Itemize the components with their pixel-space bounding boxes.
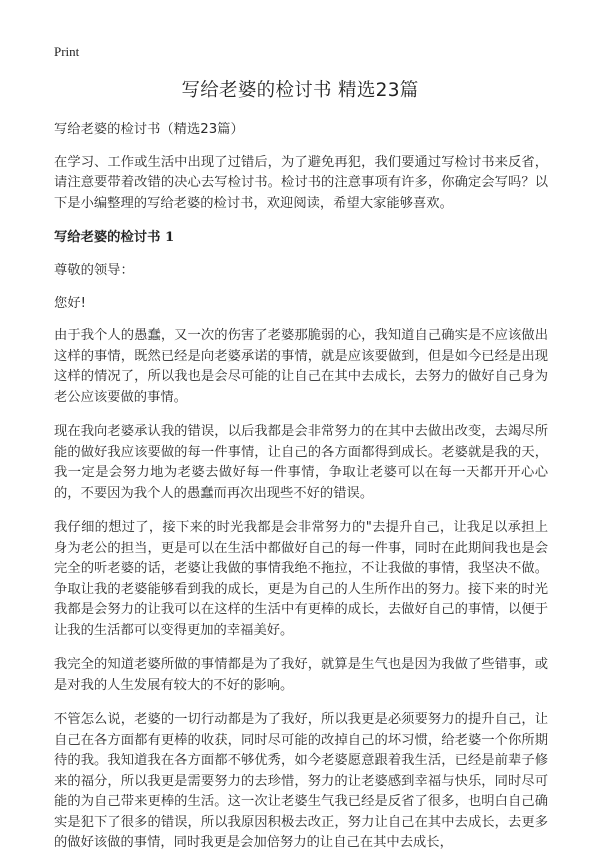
document-subtitle: 写给老婆的检讨书（精选23篇） <box>54 122 244 137</box>
body-paragraph-4: 我完全的知道老婆所做的事情都是为了我好，就算是生气也是因为我做了些错事，或是对我的人生发展有较大的不好的影响。 <box>54 657 548 693</box>
print-link[interactable]: Print <box>54 44 80 59</box>
body-paragraph-3: 我仔细的想过了，接下来的时光我都是会非常努力的"去提升自己，让我足以承担上身为老公的担当，更是可以在生活中都做好自己的每一件事，同时在此期间我也是会完全的听老婆的话，老婆让我做的事情我绝不拖拉，不让我做的事情，我坚决不做。争取让我的老婆能够看到我的成长，更是为自己的人生所作出的努力。接下来的时光我都是会努力的让我可以在这样的生活中有更棒的成长，去做好自己的事情，以便于让我的生活都可以变得更加的幸福美好。 <box>54 520 548 638</box>
body-paragraph-1: 由于我个人的愚蠢，又一次的伤害了老婆那脆弱的心，我知道自己确实是不应该做出这样的事情，既然已经是向老婆承诺的事情，就是应该要做到，但是如今已经是出现这样的情况了，所以我也是会尽可能的让自己在其中去成长，去努力的做好自己身为老公应该要做的事情。 <box>54 328 548 405</box>
section-heading: 写给老婆的检讨书 1 <box>54 230 175 245</box>
body-paragraph-2: 现在我向老婆承认我的错误，以后我都是会非常努力的在其中去做出改变，去竭尽所能的做好我应该要做的每一件事情，让自己的各方面都得到成长。老婆就是我的天，我一定是会努力地为老婆去做好每一件事情，争取让老婆可以在每一天都开开心心的，不要因为我个人的愚蠢而再次出现些不好的错误。 <box>54 424 548 501</box>
intro-paragraph: 在学习、工作或生活中出现了过错后，为了避免再犯，我们要通过写检讨书来反省，请注意要带着改错的决心去写检讨书。检讨书的注意事项有许多，你确定会写吗？以下是小编整理的写给老婆的检讨书，欢迎阅读，希望大家能够喜欢。 <box>54 154 548 211</box>
document-body <box>54 120 548 868</box>
body-paragraph-5: 不管怎么说，老婆的一切行动都是为了我好，所以我更是必须要努力的提升自己，让自己在各方面都有更棒的收获，同时尽可能的改掉自己的坏习惯，给老婆一个你所期待的我。我知道我在各方面都不够优秀，如今老婆愿意跟着我生活，已经是前辈子修来的福分，所以我更是需要努力的去珍惜，努力的让老婆感到幸福与快乐，同时尽可能的为自己带来更棒的生活。这一次让老婆生气我已经是反省了很多，也明白自己确实是犯下了很多的错误，所以我原因积极去改正，努力让自己在其中去成长，去更多的做好该做的事情，同时我更是会加倍努力的让自己在其中去成长， <box>54 712 548 850</box>
document-title: 写给老婆的检讨书 精选23篇 <box>181 80 419 101</box>
greeting: 您好! <box>54 295 86 311</box>
salutation: 尊敬的领导： <box>54 263 134 278</box>
